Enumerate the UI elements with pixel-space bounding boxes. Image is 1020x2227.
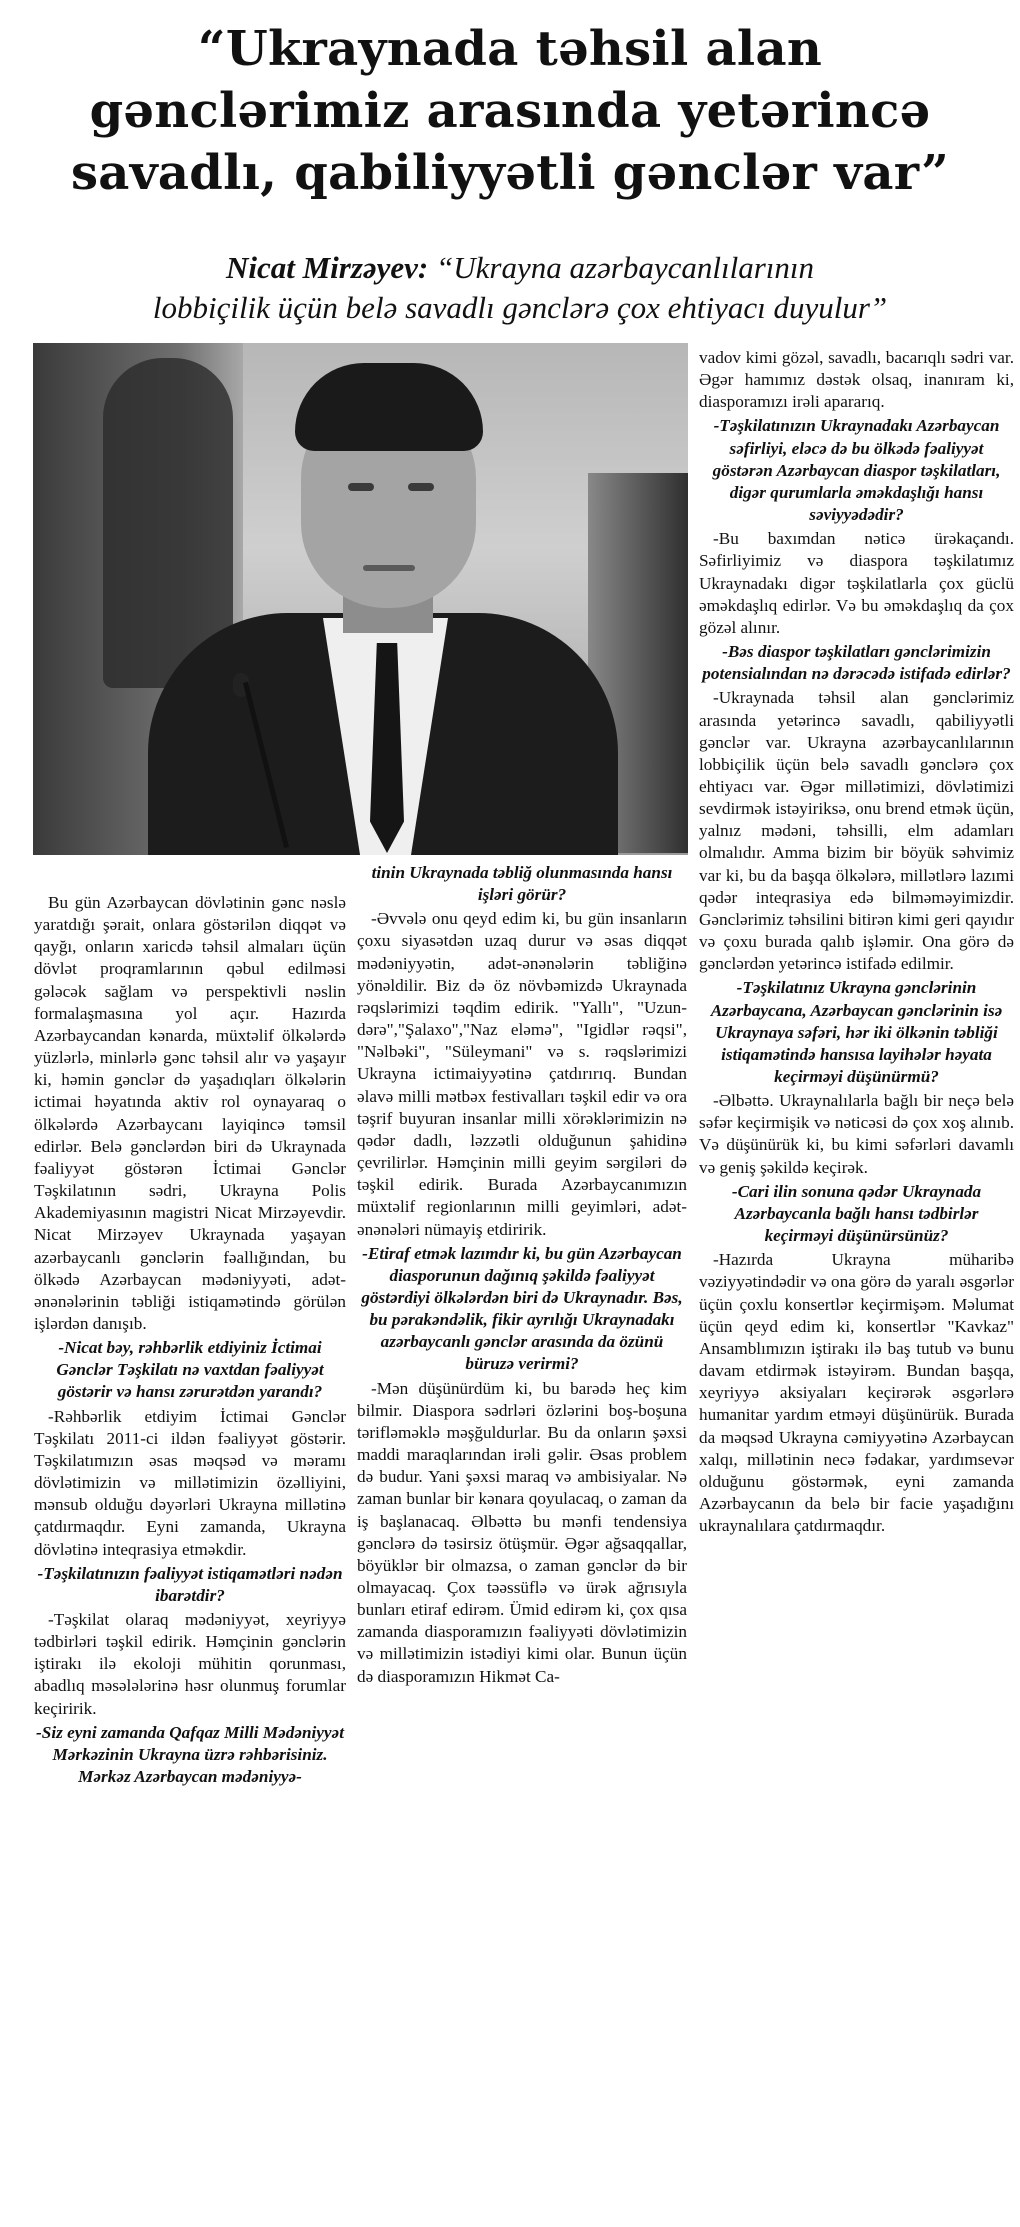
headline-line-1: “Ukraynada təhsil alan [197,21,823,77]
article-paragraph: -Hazırda Ukrayna müharibə vəziyyətindədir və ona görə də yaralı əsgərlər üçün çoxlu konsertlər keçirmişəm. Məlumat üçün qeyd edim ki, konsertlər "Kavkaz" Ansamblımızın iştirakı ilə baş tutub və bunu davam etdirmək istəyirəm. Bundan başqa, xeyriyyə aksiyaları keçirərək əsgərlərə humanitar yardım etməyi düşünürük. Burada da məqsəd Ukrayna cəmiyyətinə Azərbaycan xalqı, millətinin necə fədakar, yardımsevər olduğunu göstərmək, eyni zamanda Azərbaycanın da belə bir facie yaşadığını ukraynalılara çatdırmaqdır. [699,1250,1014,1536]
portrait-photo [33,343,688,855]
interview-question: -Etiraf etmək lazımdır ki, bu gün Azərbaycan diasporunun dağınıq şəkildə fəaliyyət göstərdiyi ölkələrdən biri də Ukraynadır. Bəs, bu pərakəndəlik, fikir ayrılığı Ukraynadakı azərbaycanlı gənclər arasında da özünü büruzə verirmi? [361,1243,683,1374]
article-paragraph: -Təşkilat olaraq mədəniyyət, xeyriyyə tədbirləri təşkil edirik. Həmçinin gənclərin iştirakı ilə ekoloji mühitin qorunması, abadlıq məsələlərinə həsr olunmuş forumlar keçiririk. [34,1610,346,1718]
article-column-3 [699,347,1014,1537]
interview-question: -Bəs diaspor təşkilatları gənclərimizin potensialından nə dərəcədə istifadə edirlər? [702,642,1011,684]
subhead-quote-1: “Ukrayna azərbaycanlılarının [428,250,815,285]
subheadline [40,248,1000,328]
interview-question: -Təşkilatınız Ukrayna gənclərinin Azərbaycana, Azərbaycan gənclərinin isə Ukraynaya səfəri, hər iki ölkənin təbliği istiqamətində hansısa layihələr həyata keçirməyi düşünürmü? [710,978,1003,1086]
article-paragraph: -Əvvələ onu qeyd edim ki, bu gün insanların çoxu siyasətdən uzaq durur və əsas diqqət mədəniyyətin, adət-ənənələrin təbliğinə yönəldilir. Biz də öz növbəmizdə Ukraynada rəqslərimizi təqdim edirik. "Yallı", "Uzun-dərə","Şalaxo","Naz eləmə", "Igidlər rəqsi", "Nəlbəki", "Süleymani" və s. rəqslərimizi Ukrayna ictimaiyyətinə çatdırırıq. Bundan əlavə milli mətbəx festivalları təşkil edir və ora təşrif buyuran insanlar milli xörəklərimizin nə qədər dadlı, ləzzətli olduğunun şahidinə çevrilirlər. Həmçinin milli geyim sərgiləri də təşkil edirik. Burada Azərbaycanımızın müxtəlif regionlarının milli geyimləri, adət-ənənələri nümayiş etdiririk. [357,909,687,1239]
headline-line-3: savadlı, qabiliyyətli gənclər var” [70,145,950,201]
article-paragraph: Bu gün Azərbaycan dövlətinin gənc nəslə yaratdığı şərait, onlara göstərilən diqqət və qayğı, onların xaricdə təhsil almaları üçün dövlət proqramlarının qəbul edilməsi gələcək sağlam və perspektivli nəslin formalaşmasına yol açır. Hazırda Azərbaycandan kənarda, müxtəlif ölkələrdə yüzlərlə, minlərlə gənc təhsil alır və yaşayır ki, həmin gənclər də yaşadıqları ölkələrin ictimai həyatında aktiv rol oynayaraq o ölkələrdə Azərbaycanı layiqincə təmsil edirlər. Belə gənclərdən biri də Ukraynada fəaliyyət göstərən İctimai Gənclər Təşkilatının sədri, Ukrayna Polis Akademiyasının magistri Nicat Mirzəyevdir. Nicat Mirzəyev Ukraynada yaşayan azərbaycanlı gənclərin fəallığından, bu ölkədə Azərbaycan mədəniyyəti, adət-ənənələrinin təbliği istiqamətində görülən işlərdən danışıb. [34,893,346,1333]
article-paragraph: -Mən düşünürdüm ki, bu barədə heç kim bilmir. Diaspora sədrləri özlərini boş-boşuna tərifləməklə məşğuldurlar. Bu da onların şəxsi maddi maraqlarından irəli gəlir. Əsas problem də budur. Yani şəxsi maraq və ambisiyalar. Nə zaman bunlar bir kənara qoyulacaq, o zaman da iş başlanacaq. Əlbəttə bu mənfi tendensiya gənclərə də təsirsiz ötüşmür. Əgər ağsaqqallar, böyüklər bir olmazsa, o zaman gənclər də bir olmayacaq. Çox təəssüflə və ürək ağrısıyla bunları etiraf edirəm. Ümid edirəm ki, çox qısa zamanda diasporamızın fəaliyyəti dövlətimizin və millətimizin istədiyi kimi olar. Bunun üçün də diasporamızın Hikmət Ca- [357,1378,687,1686]
article-column-2 [357,860,687,1688]
article-column-1 [34,892,346,1790]
article-paragraph: -Əlbəttə. Ukraynalılarla bağlı bir neçə belə səfər keçirmişik və nəticəsi də çox xoş alınıb. Və düşünürük ki, bu kimi səfərləri davamlı və geniş şəkildə keçirək. [699,1091,1014,1177]
headline [30,18,990,204]
interview-question: -Təşkilatınızın fəaliyyət istiqamətləri nədən ibarətdir? [37,1563,343,1605]
article-paragraph: -Rəhbərlik etdiyim İctimai Gənclər Təşkilatı 2011-ci ildən fəaliyyət göstərir. Təşkilatımızın əsas məqsəd və məramı dövlətimizin və millətimizin özəlliyini, mənsub olduğu dəyərləri Ukrayna millətinə çatdırmaqdır. Eyni zamanda, Ukrayna dövlətinə inteqrasiya etməkdir. [34,1406,346,1559]
interview-question: -Siz eyni zamanda Qafqaz Milli Mədəniyyət Mərkəzinin Ukrayna üzrə rəhbərisiniz. Mərkəz Azərbaycan mədəniyyə- [36,1722,344,1787]
interview-question: -Nicat bəy, rəhbərlik etdiyiniz İctimai Gənclər Təşkilatı nə vaxtdan fəaliyyət göstərir və hansı zərurətdən yarandı? [56,1338,324,1402]
interview-question: tinin Ukraynada təbliğ olunmasında hansı işləri görür? [371,863,673,905]
interview-question: -Cari ilin sonuna qədər Ukraynada Azərbaycanla bağlı hansı tədbirlər keçirməyi düşünürsünüz? [731,1181,982,1246]
headline-line-2: gənclərimiz arasında yetərincə [89,83,931,139]
article-paragraph: vadov kimi gözəl, savadlı, bacarıqlı sədri var. Əgər hamımız dəstək olsaq, inanıram ki, diasporamızı irəli apararıq. [699,348,1014,412]
interview-question: -Təşkilatınızın Ukraynadakı Azərbaycan səfirliyi, eləcə də bu ölkədə fəaliyyət göstərən Azərbaycan diaspor təşkilatları, digər qurumlarla əməkdaşlığı hansı səviyyədədir? [712,416,1001,525]
subhead-author: Nicat Mirzəyev: [225,250,429,285]
subhead-quote-2: lobbiçilik üçün belə savadlı gənclərə çox ehtiyacı duyulur” [152,290,888,325]
article-paragraph: -Ukraynada təhsil alan gənclərimiz arasında yetərincə savadlı, qabiliyyətli gənclər var. Ukrayna azərbaycanlılarının lobbiçilik üçün belə savadlı gənclərə çox ehtiyacı var. Əgər millətimizi, dövlətimizi sevdirmək istəyiriksə, onu brend etmək üçün, yalnız mədəni, təhsilli, elm adamları olmalıdır. Amma bizim bir böyük səhvimiz var ki, bu da başqa ölkələrə, millətlərə lazımi qədər inteqrasiya edə bilməməyimizdir. Gənclərimiz təhsilini bitirən kimi geri qayıdır və çoxu burada qalıb işləmir. Ona görə də gənclərdən yetərincə istifadə edilmir. [699,688,1014,974]
article-paragraph: -Bu baxımdan nəticə ürəkaçandı. Səfirliyimiz və diaspora təşkilatımız Ukraynadakı digər təşkilatlarla çox güclü əməkdaşlıq edirlər. Və bu əməkdaşlıq da çox gözəl alınır. [699,529,1014,637]
